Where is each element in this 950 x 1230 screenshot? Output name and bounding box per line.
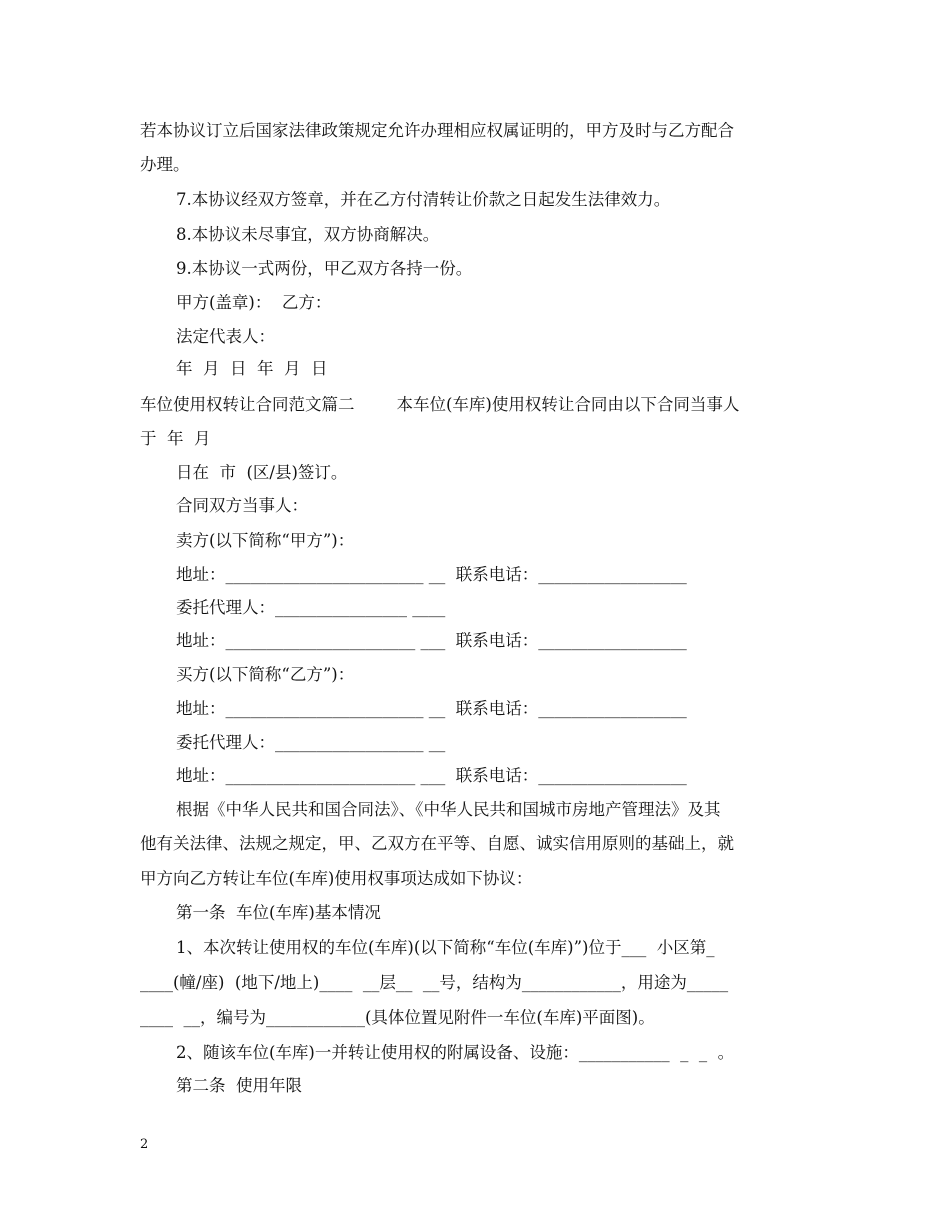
paragraph-line: 办理。 bbox=[140, 155, 190, 174]
paragraph-line: ____ __，编号为____________(具体位置见附件一车位(车库)平面图)。 bbox=[140, 1008, 655, 1027]
paragraph-line: ____(幢/座) (地下/地上)____ __层__ __号，结构为____________，用途为_____ bbox=[140, 973, 729, 992]
form-field-line: 地址：_______________________ ___ 联系电话：__________________ bbox=[176, 766, 687, 785]
paragraph-line: 于 年 月 bbox=[140, 429, 211, 448]
paragraph-line: 日在 市 (区/县)签订。 bbox=[176, 463, 348, 482]
date-line: 年 月 日 年 月 日 bbox=[176, 359, 328, 378]
paragraph-line: 2、随该车位(车库)一并转让使用权的附属设备、设施：___________ _ _ 。 bbox=[176, 1043, 735, 1062]
legal-representative-line: 法定代表人： bbox=[176, 327, 275, 346]
paragraph-line: 根据《中华人民共和国合同法》、《中华人民共和国城市房地产管理法》及其 bbox=[176, 800, 721, 819]
paragraph-line: 合同双方当事人： bbox=[176, 496, 308, 515]
paragraph-line: 他有关法律、法规之规定，甲、乙双方在平等、自愿、诚实信用原则的基础上，就 bbox=[140, 834, 734, 853]
form-field-line: 地址：________________________ __ 联系电话：__________________ bbox=[176, 565, 687, 584]
signature-party-line: 甲方(盖章)： 乙方： bbox=[176, 293, 332, 312]
form-field-line: 地址：________________________ __ 联系电话：__________________ bbox=[176, 699, 687, 718]
form-field-line: 委托代理人：__________________ __ bbox=[176, 733, 446, 752]
seller-heading: 卖方(以下简称“甲方”)： bbox=[176, 531, 355, 550]
buyer-heading: 买方(以下简称“乙方”)： bbox=[176, 665, 355, 684]
page-number: 2 bbox=[140, 1137, 149, 1152]
form-field-line: 委托代理人：________________ ____ bbox=[176, 598, 446, 617]
paragraph-line: 8.本协议未尽事宜，双方协商解决。 bbox=[176, 225, 440, 244]
paragraph-line: 甲方向乙方转让车位(车库)使用权事项达成如下协议： bbox=[140, 869, 533, 888]
article-heading: 第一条 车位(车库)基本情况 bbox=[176, 903, 381, 922]
form-field-line: 地址：_______________________ ___ 联系电话：__________________ bbox=[176, 631, 687, 650]
paragraph-line: 9.本协议一式两份，甲乙双方各持一份。 bbox=[176, 259, 473, 278]
section-heading-line: 车位使用权转让合同范文篇二 本车位(车库)使用权转让合同由以下合同当事人 bbox=[140, 395, 740, 414]
paragraph-line: 若本协议订立后国家法律政策规定允许办理相应权属证明的，甲方及时与乙方配合 bbox=[140, 121, 734, 140]
article-heading: 第二条 使用年限 bbox=[176, 1076, 302, 1095]
paragraph-line: 7.本协议经双方签章，并在乙方付清转让价款之日起发生法律效力。 bbox=[176, 190, 671, 209]
paragraph-line: 1、本次转让使用权的车位(车库)(以下简称“车位(车库)”)位于___ 小区第_ bbox=[176, 938, 715, 957]
